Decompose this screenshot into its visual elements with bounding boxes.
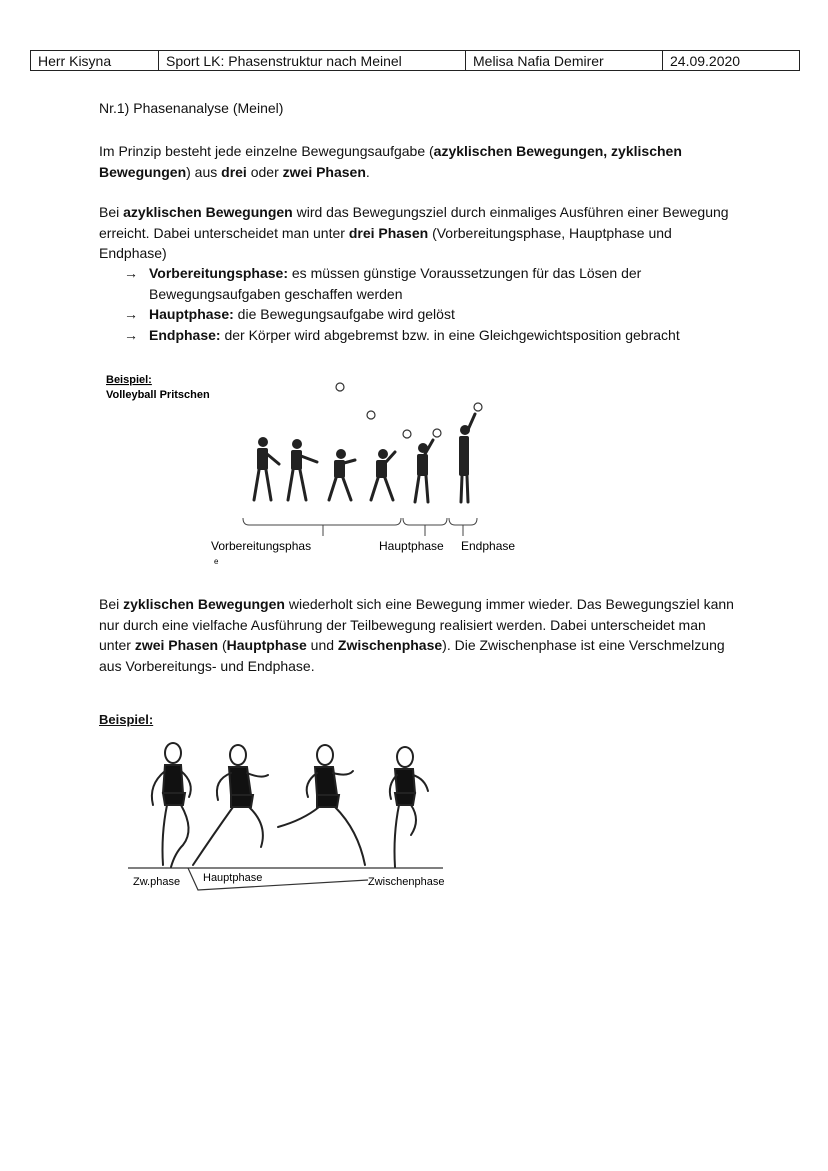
- intro-bold: drei: [221, 163, 247, 180]
- zyklisch-paragraph: [99, 594, 739, 676]
- runner-icon: [193, 745, 268, 865]
- azyklisch-text: (Vorbereitungsphase, Hauptphase und Endphase): [99, 224, 672, 261]
- volleyball-figure: [103, 370, 516, 566]
- azyklisch-bold: drei Phasen: [348, 224, 429, 241]
- zyklisch-text: (: [218, 637, 227, 653]
- player-icon: [288, 439, 317, 500]
- azyklisch-text: wird das Bewegungsziel durch einmaliges Ausführen einer Bewegung erreicht. Dabei unterscheidet man unter: [99, 204, 729, 241]
- phase-list-item: [124, 263, 744, 304]
- intro-text: ) aus: [186, 163, 222, 180]
- phase-label-vorbereitung-tail: e: [214, 557, 219, 566]
- running-figure: [103, 735, 488, 920]
- intro-bold: azyklischen Bewegungen, zyklischen Bewegungen: [99, 143, 682, 180]
- player-icon: [415, 440, 433, 502]
- runner-icon: [152, 743, 191, 867]
- phase-label-zwischen: Zwischenphase: [368, 876, 445, 888]
- phase-list-item: [124, 304, 744, 325]
- figure2-label: Beispiel:: [99, 712, 154, 727]
- zyklisch-bold: Zwischenphase: [337, 637, 443, 653]
- arrow-icon: →: [124, 265, 138, 281]
- header-course: Sport LK: Phasenstruktur nach Meinel: [159, 51, 466, 70]
- zyklisch-text: wiederholt sich eine Bewegung immer wieder. Das Bewegungsziel kann nur durch eine vielfache Ausführung der Teilbewegung realisiert werden. Dabei unterscheidet man unter: [99, 596, 734, 653]
- runner-figures: [152, 743, 428, 867]
- player-icon: [459, 414, 475, 502]
- phase-term: Endphase:: [149, 326, 221, 343]
- phase-term: Hauptphase:: [149, 306, 234, 322]
- phase-description: es müssen günstige Voraussetzungen für das Lösen der Bewegungsaufgaben geschaffen werden: [149, 265, 642, 302]
- phase-description: der Körper wird abgebremst bzw. in eine Gleichgewichtsposition gebracht: [220, 326, 680, 343]
- azyklisch-text: Bei: [99, 204, 124, 220]
- zyklisch-text: ). Die Zwischenphase ist eine Verschmelzung aus Vorbereitungs- und Endphase.: [99, 637, 725, 674]
- figure1-title: Volleyball Pritschen: [106, 389, 210, 401]
- player-icon: [371, 449, 395, 500]
- arrow-icon: →: [124, 326, 138, 343]
- figure1-label: Beispiel:: [106, 374, 152, 386]
- phase-label-end: Endphase: [461, 539, 516, 553]
- intro-bold: zwei Phasen: [282, 163, 366, 180]
- phase-label-vorbereitung: Vorbereitungsphas: [211, 539, 312, 553]
- header-student: Melisa Nafia Demirer: [466, 51, 663, 70]
- runner-icon: [278, 745, 365, 865]
- phase-list: [124, 263, 744, 345]
- player-icon: [254, 437, 279, 500]
- phase-description: die Bewegungsaufgabe wird gelöst: [233, 306, 455, 322]
- zyklisch-bold: zyklischen Bewegungen: [123, 596, 285, 612]
- section-heading: Nr.1) Phasenanalyse (Meinel): [99, 100, 284, 116]
- zyklisch-bold: Hauptphase: [226, 637, 307, 653]
- azyklisch-paragraph: [99, 202, 739, 264]
- intro-text: oder: [246, 163, 283, 180]
- runner-icon: [390, 747, 428, 867]
- phase-brackets: [243, 518, 477, 536]
- arrow-icon: →: [124, 306, 138, 322]
- player-figures: [254, 414, 475, 502]
- header-table: [30, 50, 800, 71]
- phase-label-haupt: Hauptphase: [379, 539, 444, 553]
- zyklisch-bold: zwei Phasen: [134, 637, 219, 653]
- phase-list-item: [124, 325, 744, 346]
- intro-text: Im Prinzip besteht jede einzelne Bewegungsaufgabe (: [99, 143, 434, 159]
- phase-term: Vorbereitungsphase:: [149, 265, 288, 281]
- azyklisch-bold: azyklischen Bewegungen: [123, 204, 293, 220]
- zyklisch-text: und: [306, 637, 338, 653]
- intro-text: .: [365, 163, 370, 180]
- phase-label-zw: Zw.phase: [133, 876, 181, 888]
- player-icon: [329, 449, 355, 500]
- intro-paragraph: [99, 141, 739, 182]
- header-teacher: Herr Kisyna: [31, 51, 159, 70]
- zyklisch-text: Bei: [99, 596, 124, 612]
- header-date: 24.09.2020: [670, 53, 741, 69]
- phase-label-haupt: Hauptphase: [203, 872, 263, 884]
